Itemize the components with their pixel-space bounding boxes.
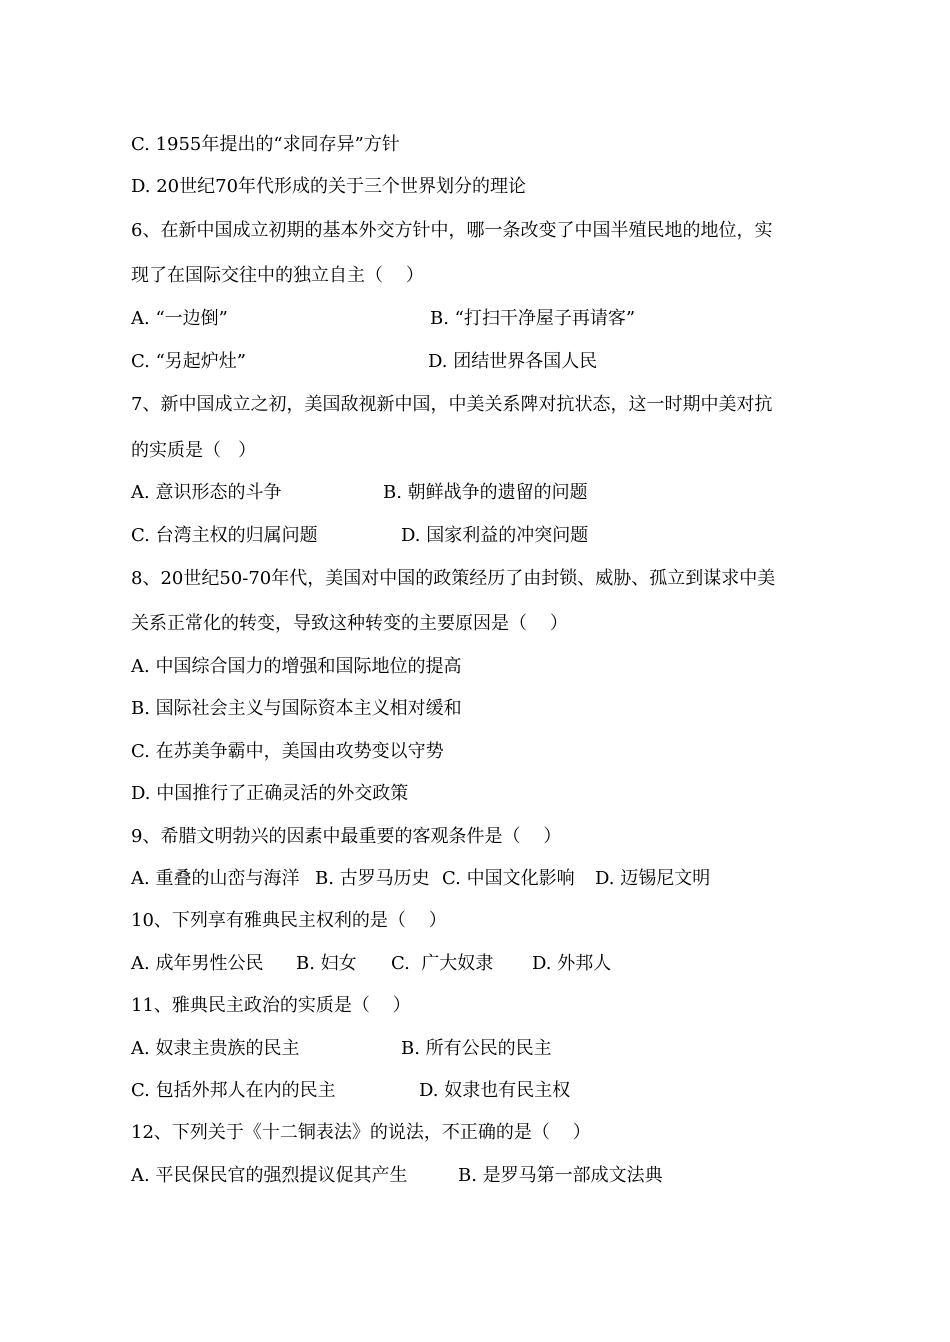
q11-option-a: A. 奴隶主贵族的民主: [131, 1038, 300, 1059]
q11-option-d: D. 奴隶也有民主权: [419, 1080, 571, 1101]
q11-stem: 11、雅典民主政治的实质是（ ）: [131, 995, 411, 1016]
q9-stem: 9、希腊文明勃兴的因素中最重要的客观条件是（ ）: [131, 826, 562, 847]
q10-option-c: C. 广大奴隶: [391, 953, 494, 974]
q12-option-b: B. 是罗马第一部成文法典: [458, 1165, 663, 1186]
q9-option-d: D. 迈锡尼文明: [595, 868, 711, 889]
q6-option-b: B. “打扫干净屋子再请客”: [430, 308, 636, 329]
q9-option-b: B. 古罗马历史: [315, 868, 430, 889]
q5-option-c: C. 1955年提出的“求同存异”方针: [131, 134, 400, 155]
q12-option-a: A. 平民保民官的强烈提议促其产生: [131, 1165, 408, 1186]
q6-option-c: C. “另起炉灶”: [131, 351, 246, 372]
q8-option-c: C. 在苏美争霸中，美国由攻势变以守势: [131, 741, 444, 762]
q10-stem: 10、下列享有雅典民主权利的是（ ）: [131, 910, 447, 931]
q10-option-a: A. 成年男性公民: [131, 953, 264, 974]
q10-option-d: D. 外邦人: [532, 953, 612, 974]
q8-stem-line2: 关系正常化的转变，导致这种转变的主要原因是（ ）: [131, 613, 568, 634]
q7-stem-line1: 7、新中国成立之初，美国敌视新中国，中美关系陴对抗状态，这一时期中美对抗: [131, 394, 773, 415]
q11-option-b: B. 所有公民的民主: [401, 1038, 552, 1059]
q9-option-a: A. 重叠的山峦与海洋: [131, 868, 300, 889]
q7-option-b: B. 朝鲜战争的遗留的问题: [383, 482, 588, 503]
q6-option-d: D. 团结世界各国人民: [428, 351, 598, 372]
q8-stem-line1: 8、20世纪50-70年代，美国对中国的政策经历了由封锁、威胁、孤立到谋求中美: [131, 568, 776, 589]
q10-option-b: B. 妇女: [296, 953, 357, 974]
q7-option-a: A. 意识形态的斗争: [131, 482, 282, 503]
q12-stem: 12、下列关于《十二铜表法》的说法，不正确的是（ ）: [131, 1122, 591, 1143]
q7-option-c: C. 台湾主权的归属问题: [131, 525, 318, 546]
q6-option-a: A. “一边倒”: [131, 308, 228, 329]
q7-option-d: D. 国家利益的冲突问题: [401, 525, 589, 546]
q11-option-c: C. 包括外邦人在内的民主: [131, 1080, 336, 1101]
q5-option-d: D. 20世纪70年代形成的关于三个世界划分的理论: [131, 176, 527, 197]
q8-option-d: D. 中国推行了正确灵活的外交政策: [131, 783, 409, 804]
q6-stem-line1: 6、在新中国成立初期的基本外交方针中，哪一条改变了中国半殖民地的地位，实: [131, 220, 773, 241]
q8-option-b: B. 国际社会主义与国际资本主义相对缓和: [131, 698, 462, 719]
q6-stem-line2: 现了在国际交往中的独立自主（ ）: [131, 265, 424, 286]
q7-stem-line2: 的实质是（ ）: [131, 440, 257, 461]
q8-option-a: A. 中国综合国力的增强和国际地位的提高: [131, 656, 462, 677]
q9-option-c: C. 中国文化影响: [442, 868, 575, 889]
